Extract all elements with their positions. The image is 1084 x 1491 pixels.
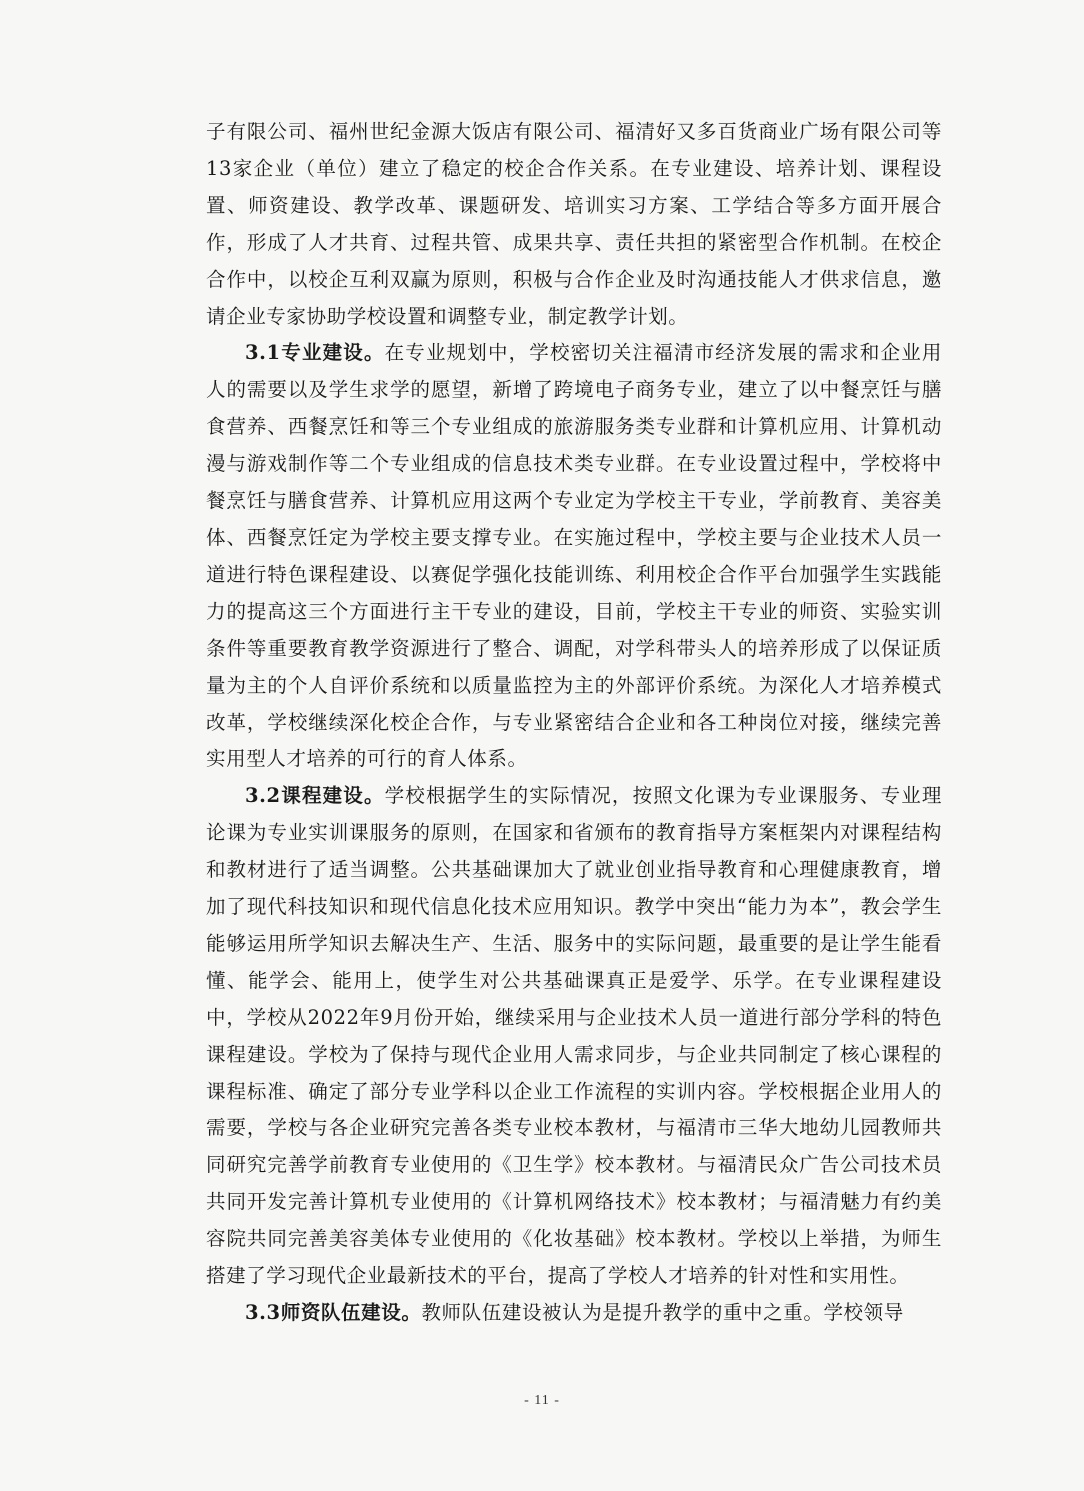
paragraph-section-3-3 (206, 1295, 942, 1332)
paragraph-section-3-1 (206, 335, 942, 778)
document-body (206, 114, 942, 1332)
section-3-3-heading: 3.3师资队伍建设。 (245, 1301, 422, 1324)
paragraph-enterprise-cooperation (206, 114, 942, 335)
paragraph-text: 子有限公司、福州世纪金源大饭店有限公司、福清好又多百货商业广场有限公司等13家企业（单位）建立了稳定的校企合作关系。在专业建设、培养计划、课程设置、师资建设、教学改革、课题研发、培训实习方案、工学结合等多方面开展合作，形成了人才共育、过程共管、成果共享、责任共担的紧密型合作机制。在校企合作中，以校企互利双赢为原则，积极与合作企业及时沟通技能人才供求信息，邀请企业专家协助学校设置和调整专业，制定教学计划。 (206, 120, 942, 328)
section-3-1-heading: 3.1专业建设。 (245, 341, 385, 365)
section-3-1-text: 在专业规划中，学校密切关注福清市经济发展的需求和企业用人的需要以及学生求学的愿望，新增了跨境电子商务专业，建立了以中餐烹饪与膳食营养、西餐烹饪和等三个专业组成的旅游服务类专业群和计算机应用、计算机动漫与游戏制作等二个专业组成的信息技术类专业群。在专业设置过程中，学校将中餐烹饪与膳食营养、计算机应用这两个专业定为学校主干专业，学前教育、美容美体、西餐烹饪定为学校主要支撑专业。在实施过程中，学校主要与企业技术人员一道进行特色课程建设、以赛促学强化技能训练、利用校企合作平台加强学生实践能力的提高这三个方面进行主干专业的建设，目前，学校主干专业的师资、实验实训条件等重要教育教学资源进行了整合、调配，对学科带头人的培养形成了以保证质量为主的个人自评价系统和以质量监控为主的外部评价系统。为深化人才培养模式改革，学校继续深化校企合作，与专业紧密结合企业和各工种岗位对接，继续完善实用型人才培养的可行的育人体系。 (206, 341, 943, 771)
page-number: - 11 - (524, 1393, 560, 1408)
section-3-3-text: 教师队伍建设被认为是提升教学的重中之重。学校领导 (421, 1301, 904, 1324)
paragraph-section-3-2 (206, 778, 942, 1295)
section-3-2-heading: 3.2课程建设。 (245, 784, 385, 808)
section-3-2-text: 学校根据学生的实际情况，按照文化课为专业课服务、专业理论课为专业实训课服务的原则，在国家和省颁布的教育指导方案框架内对课程结构和教材进行了适当调整。公共基础课加大了就业创业指导教育和心理健康教育，增加了现代科技知识和现代信息化技术应用知识。教学中突出“能力为本”，教会学生能够运用所学知识去解决生产、生活、服务中的实际问题，最重要的是让学生能看懂、能学会、能用上，使学生对公共基础课真正是爱学、乐学。在专业课程建设中，学校从2022年9月份开始，继续采用与企业技术人员一道进行部分学科的特色课程建设。学校为了保持与现代企业用人需求同步，与企业共同制定了核心课程的课程标准、确定了部分专业学科以企业工作流程的实训内容。学校根据企业用人的需要，学校与各企业研究完善各类专业校本教材，与福清市三华大地幼儿园教师共同研究完善学前教育专业使用的《卫生学》校本教材。与福清民众广告公司技术员共同开发完善计算机专业使用的《计算机网络技术》校本教材；与福清魅力有约美容院共同完善美容美体专业使用的《化妆基础》校本教材。学校以上举措，为师生搭建了学习现代企业最新技术的平台，提高了学校人才培养的针对性和实用性。 (206, 784, 943, 1288)
